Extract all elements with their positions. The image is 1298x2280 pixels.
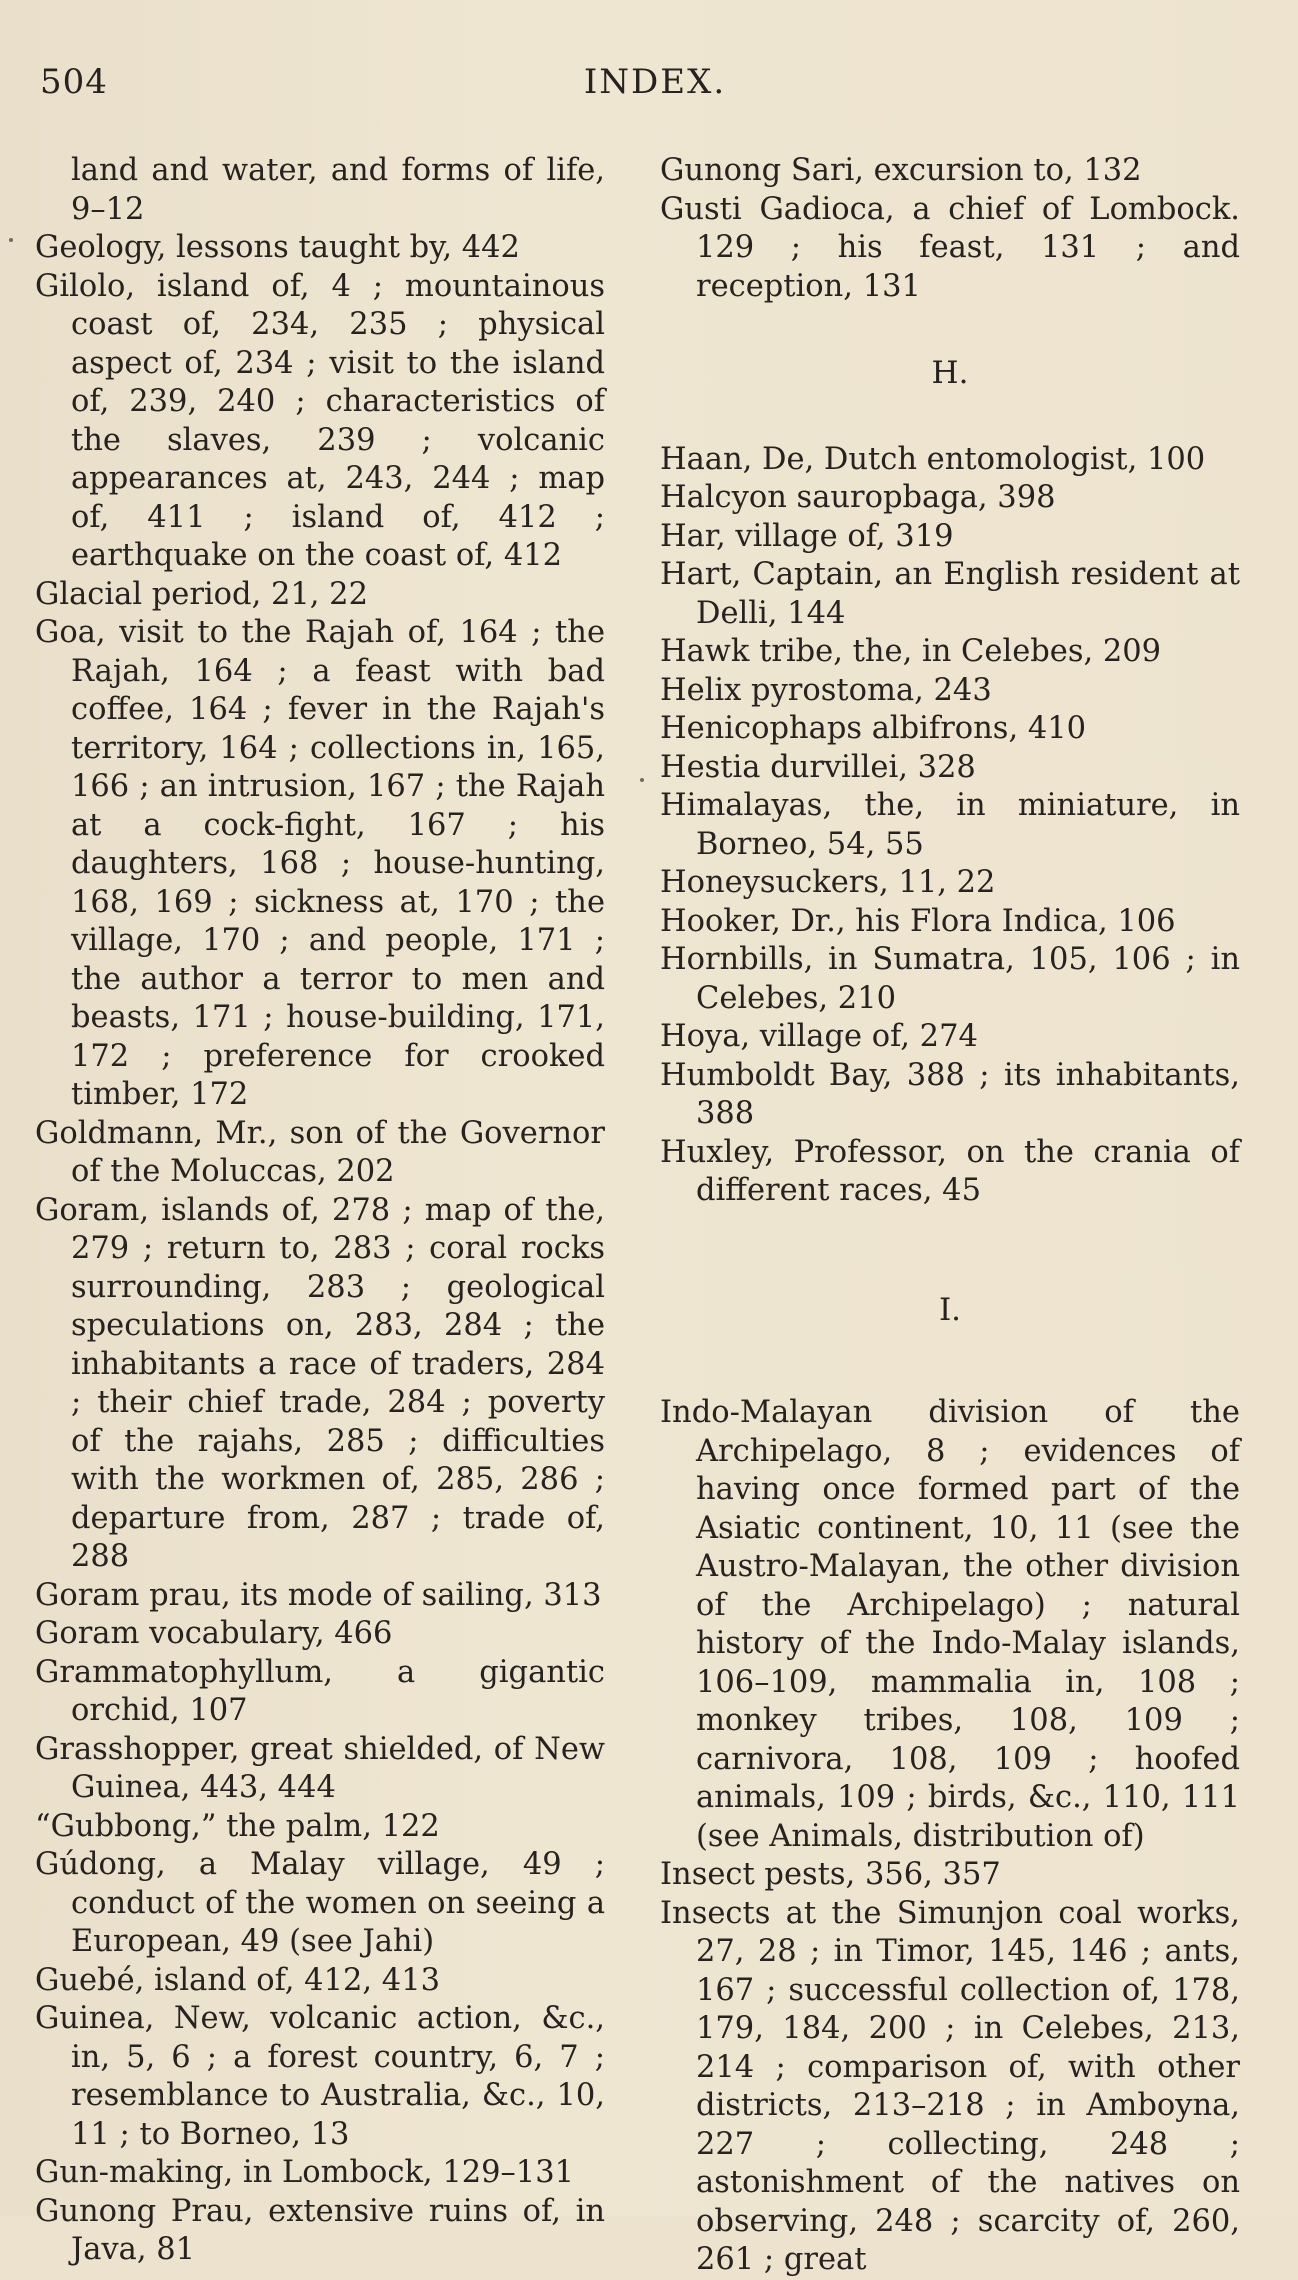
index-entry: Goldmann, Mr., son of the Governor of the Moluccas, 202 [35,1115,605,1189]
index-entry: Guebé, island of, 412, 413 [35,1962,441,1998]
section-heading-h: H. [931,355,969,391]
index-entry: Haan, De, Dutch entomologist, 100 [660,441,1206,477]
index-entry: Himalayas, the, in miniature, in Borneo, 54, 55 [660,788,1240,862]
index-entry: Guinea, New, volcanic action, &c., in, 5, 6 ; a forest country, 6, 7 ; resemblance to Australia, &c., 10, 11 ; to Borneo, 13 [35,2001,605,2152]
index-entry: “Gubbong,” the palm, 122 [35,1808,440,1844]
index-entry: Glacial period, 21, 22 [35,576,368,612]
index-entry: Goram prau, its mode of sailing, 313 [35,1577,602,1613]
index-entry: Gunong Prau, extensive ruins of, in Java, 81 [35,2193,605,2267]
index-entry: Goram vocabulary, 466 [35,1616,393,1651]
index-entry: Gunong Sari, excursion to, 132 [660,153,1142,188]
section-spacer [660,1211,1240,1291]
index-entry: Hoya, village of, 274 [660,1019,978,1054]
section-spacer [660,393,1240,441]
page-title: INDEX. [583,62,727,102]
print-speck [640,778,644,782]
index-entry: Geology, lessons taught by, 442 [35,230,520,265]
index-entry: Gilolo, island of, 4 ; mountainous coast of, 234, 235 ; physical aspect of, 234 ; visit to the island of, 239, 240 ; characteristics of the slaves, 239 ; volcanic appearances at, 243, 244 ; map of, 411 ; island of, 412 ; earthquake on the coast of, 412 [35,268,605,573]
index-entry: Gun-making, in Lombock, 129–131 [35,2155,575,2190]
index-entry: Indo-Malayan division of the Archipelago, 8 ; evidences of having once formed part of the Asiatic continent, 10, 11 (see the Austro-Malayan, the other division of the Archipelago) ; natural history of the Indo-Malay islands, 106–109, mammalia in, 108 ; monkey tribes, 108, 109 ; carnivora, 108, 109 ; hoofed animals, 109 ; birds, &c., 110, 111 (see Animals, distribution of) [660,1395,1240,1854]
index-entry: land and water, and forms of life, 9–12 [71,153,605,227]
index-entry: Helix pyrostoma, 243 [660,672,992,708]
index-entry: Hestia durvillei, 328 [660,749,976,785]
index-entry: Insect pests, 356, 357 [660,1857,1001,1892]
page-number: 504 [40,62,108,102]
section-spacer [660,306,1240,354]
index-entry: Hart, Captain, an English resident at Delli, 144 [660,557,1240,631]
index-entry: Hornbills, in Sumatra, 105, 106 ; in Celebes, 210 [660,942,1240,1016]
index-entry: Hawk tribe, the, in Celebes, 209 [660,634,1162,669]
index-entry: Huxley, Professor, on the crania of different races, 45 [660,1134,1240,1208]
index-entry: Grasshopper, great shielded, of New Guinea, 443, 444 [35,1731,605,1805]
index-entry: Grammatophyllum, a gigantic orchid, 107 [35,1654,605,1728]
index-entry: Goa, visit to the Rajah of, 164 ; the Rajah, 164 ; a feast with bad coffee, 164 ; fever in the Rajah's territory, 164 ; collections in, 165, 166 ; an intrusion, 167 ; the Rajah at a cock-fight, 167 ; his daughters, 168 ; house-hunting, 168, 169 ; sickness at, 170 ; the village, 170 ; and people, 171 ; the author a terror to men and beasts, 171 ; house-building, 171, 172 ; preference for crooked timber, 172 [35,615,605,1112]
running-head [40,62,1270,112]
left-column [35,152,605,2270]
index-entry: Har, village of, 319 [660,518,954,554]
index-entry: Halcyon sauropbaga, 398 [660,480,1056,515]
section-spacer [660,1329,1240,1394]
section-heading-i: I. [938,1291,962,1328]
index-entry: Hooker, Dr., his Flora Indica, 106 [660,903,1176,939]
index-entry: Gusti Gadioca, a chief of Lombock. 129 ; his feast, 131 ; and reception, 131 [660,191,1240,304]
index-entry: Goram, islands of, 278 ; map of the, 279 ; return to, 283 ; coral rocks surrounding, 283 ; geological speculations on, 283, 284 ; the inhabitants a race of traders, 284 ; their chief trade, 284 ; poverty of the rajahs, 285 ; difficulties with the workmen of, 285, 286 ; departure from, 287 ; trade of, 288 [35,1192,605,1574]
index-entry: Honeysuckers, 11, 22 [660,865,996,900]
index-entry: Gúdong, a Malay village, 49 ; conduct of the women on seeing a European, 49 (see Jahi) [35,1847,605,1959]
index-entry: Henicophaps albifrons, 410 [660,711,1087,746]
index-entry: Humboldt Bay, 388 ; its inhabitants, 388 [660,1057,1240,1131]
print-speck [9,238,13,242]
right-column [660,152,1240,2280]
index-entry: Insects at the Simunjon coal works, 27, 28 ; in Timor, 145, 146 ; ants, 167 ; successful collection of, 178, 179, 184, 200 ; in Celebes, 213, 214 ; comparison of, with other districts, 213–218 ; in Amboyna, 227 ; collecting, 248 ; astonishment of the natives on observing, 248 ; scarcity of, 260, 261 ; great [660,1895,1240,2277]
